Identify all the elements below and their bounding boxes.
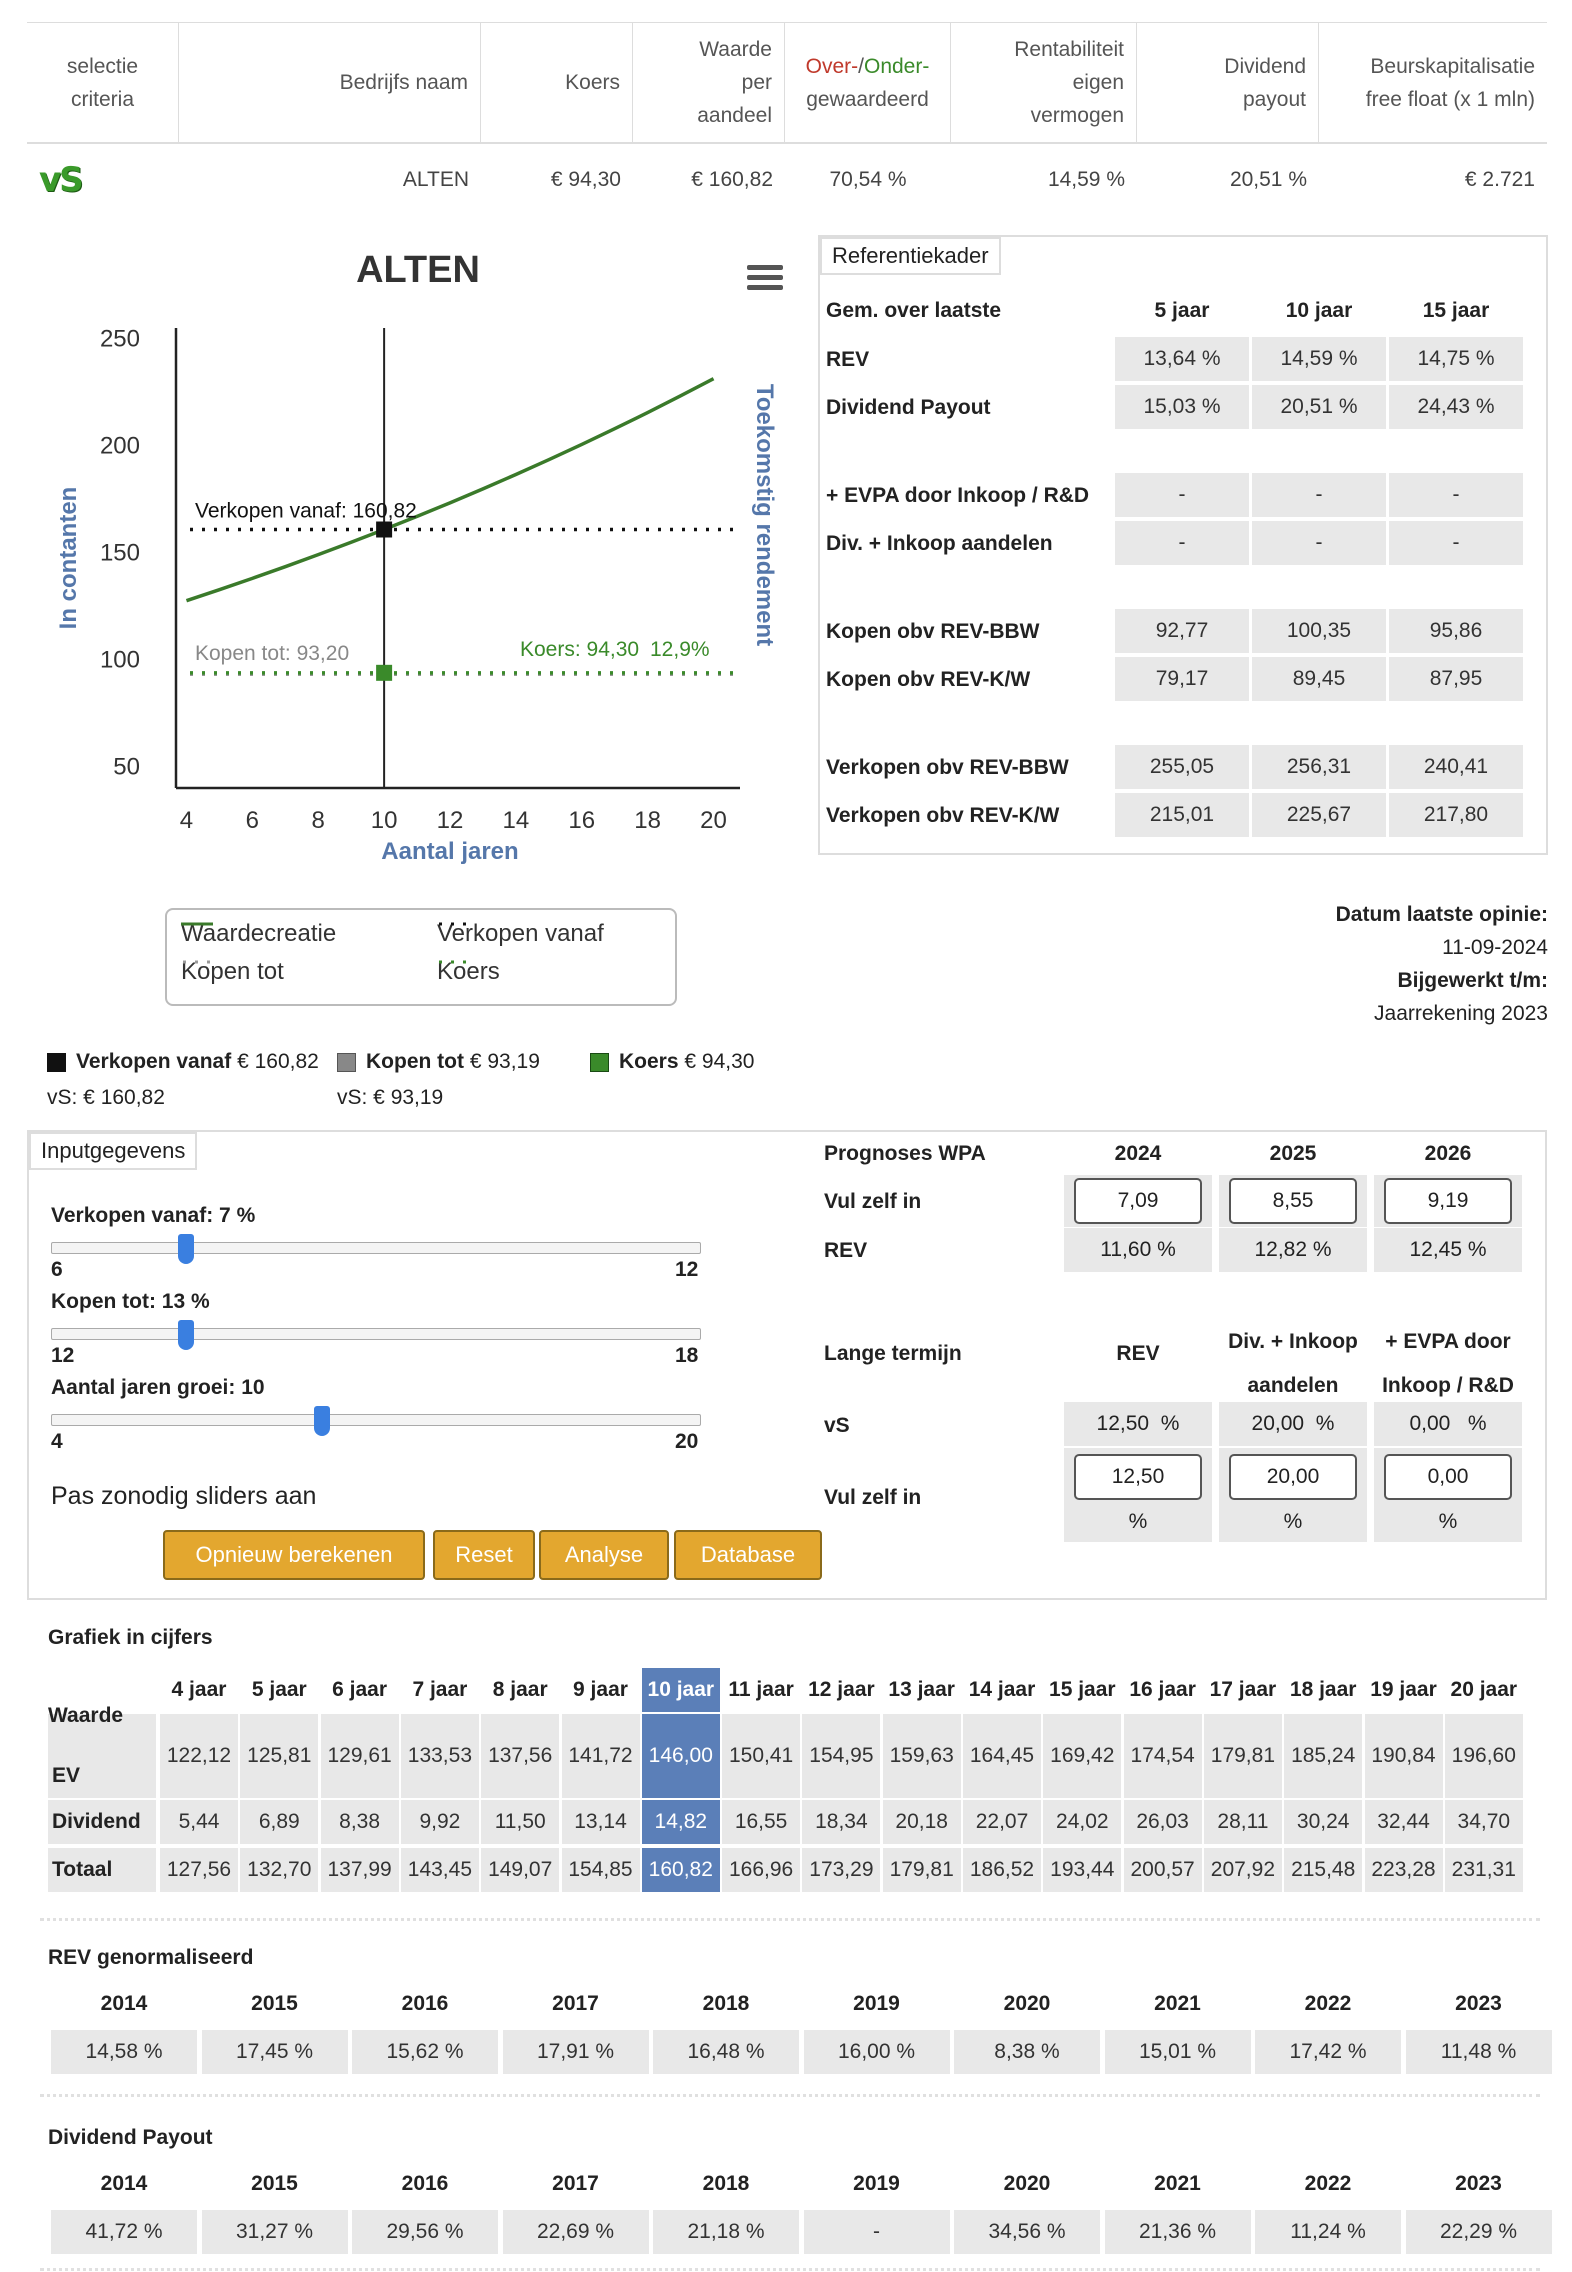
ref-col-15jaar: 15 jaar	[1422, 299, 1490, 322]
marker-verkopen: Verkopen vanaf € 160,82	[47, 1050, 319, 1074]
header-over-onder: Over-/Onder- gewaardeerd	[785, 23, 951, 142]
gic-waarde-cell: 190,84	[1365, 1714, 1443, 1798]
gic-waarde-cell: 169,42	[1043, 1714, 1121, 1798]
prognoses-label: Prognoses WPA	[824, 1142, 986, 1165]
gic-waarde-cell: 129,61	[321, 1714, 399, 1798]
lt-rev-input[interactable]: 12,50	[1074, 1454, 1202, 1500]
y-tick-label: 150	[99, 539, 140, 567]
gic-dividend-cell: 24,02	[1043, 1800, 1121, 1844]
rev_norm-value-cell: 16,48 %	[653, 2030, 799, 2074]
ref-row-label: + EVPA door Inkoop / R&D	[826, 484, 1090, 507]
rev-2026: 12,45 %	[1374, 1228, 1522, 1272]
gic-year-header: 13 jaar	[888, 1678, 955, 1701]
lt-div-cell: %	[1219, 1448, 1367, 1542]
ref-col-10jaar: 10 jaar	[1285, 299, 1353, 322]
slider-jaren-min: 4	[51, 1430, 63, 1453]
gic-waarde-label-ev: EV	[52, 1764, 81, 1787]
vs-div: 20,00 %	[1219, 1402, 1367, 1446]
ref-row-cell: 256,31	[1252, 745, 1386, 789]
gic-totaal-cell: 149,07	[481, 1848, 559, 1892]
vul-zelf-in-2-label: Vul zelf in	[824, 1486, 922, 1509]
gic-waarde-cell: 150,41	[722, 1714, 800, 1798]
gic-totaal-cell: 207,92	[1204, 1848, 1282, 1892]
vs-logo: vS	[39, 160, 82, 200]
vs-evpa: 0,00 %	[1374, 1402, 1522, 1446]
div_payout-value-cell: 31,27 %	[202, 2210, 348, 2254]
x-tick-label: 18	[634, 807, 661, 834]
rev_norm-year-header: 2015	[251, 1992, 298, 2015]
div_payout-year-header: 2016	[401, 2172, 449, 2195]
slider-hint: Pas zonodig sliders aan	[51, 1482, 317, 1510]
slider-jaren-max: 20	[675, 1430, 699, 1453]
summary-table	[27, 22, 1547, 216]
ref-row-cell: 215,01	[1115, 793, 1249, 837]
ref-row-cell: 255,05	[1115, 745, 1249, 789]
company-name[interactable]: ALTEN	[402, 168, 469, 191]
gic-totaal-cell: 215,48	[1284, 1848, 1362, 1892]
chart-title: ALTEN	[356, 249, 480, 291]
gic-waarde-cell: 125,81	[240, 1714, 318, 1798]
waardecreatie-line	[186, 379, 713, 601]
rentabiliteit-value: 14,59 %	[1047, 168, 1125, 191]
legend-koers[interactable]: Koers	[437, 958, 500, 985]
y-axis-right-label: Toekomstig rendement	[751, 383, 778, 647]
div_payout-year-header: 2017	[552, 2172, 599, 2195]
marker-kopen: Kopen tot € 93,19	[337, 1050, 540, 1074]
gic-dividend-cell: 28,11	[1204, 1800, 1282, 1844]
slider-kopen-track[interactable]	[51, 1328, 701, 1340]
hamburger-menu-icon[interactable]	[747, 265, 783, 293]
slider-kopen-handle[interactable]	[178, 1320, 194, 1350]
gic-year-header: 6 jaar	[332, 1678, 388, 1701]
div_payout-year-header: 2014	[100, 2172, 148, 2195]
ref-row-cell: 15,03 %	[1115, 385, 1249, 429]
rev_norm-year-header: 2021	[1154, 1992, 1201, 2015]
gic-dividend-cell: 32,44	[1365, 1800, 1443, 1844]
wpa-2025-input[interactable]: 8,55	[1229, 1178, 1357, 1224]
ref-row-cell: 13,64 %	[1115, 337, 1249, 381]
div_payout-value-cell: 34,56 %	[954, 2210, 1100, 2254]
slider-verkopen-label: Verkopen vanaf: 7 %	[51, 1204, 256, 1227]
referentiekader-title: Referentiekader	[820, 237, 1001, 275]
ref-row-cell: 240,41	[1389, 745, 1523, 789]
wpa-2026-input[interactable]: 9,19	[1384, 1178, 1512, 1224]
recalculate-button[interactable]: Opnieuw berekenen	[163, 1530, 425, 1580]
koers-point	[376, 665, 392, 681]
ref-row-cell: -	[1389, 473, 1523, 517]
verkopen-point	[376, 522, 392, 538]
gic-dividend-cell: 20,18	[883, 1800, 961, 1844]
ref-col-5jaar: 5 jaar	[1154, 299, 1210, 322]
bijgewerkt-value: Jaarrekening 2023	[1374, 1002, 1548, 1025]
rev_norm-year-header: 2022	[1304, 1992, 1352, 2015]
x-tick-label: 16	[568, 807, 596, 834]
rev_norm-value-cell: 17,45 %	[202, 2030, 348, 2074]
lt-rev-cell: %	[1064, 1448, 1212, 1542]
year-2025-header: 2025	[1269, 1142, 1317, 1165]
gic-totaal-cell: 160,82	[642, 1848, 720, 1892]
value-chart	[27, 233, 809, 1033]
rev-2024: 11,60 %	[1064, 1228, 1212, 1272]
slider-kopen-label: Kopen tot: 13 %	[51, 1290, 210, 1313]
chart-legend	[165, 908, 677, 1006]
gic-dividend-cell: 11,50	[481, 1800, 559, 1844]
div_payout-year-header: 2019	[853, 2172, 900, 2195]
gic-year-header: 12 jaar	[808, 1678, 875, 1701]
ref-row-cell: 14,59 %	[1252, 337, 1386, 381]
year-2024-header: 2024	[1114, 1142, 1162, 1165]
vul-zelf-in-label: Vul zelf in	[824, 1190, 922, 1213]
ref-row-label: Div. + Inkoop aandelen	[826, 532, 1053, 555]
rev-2025: 12,82 %	[1219, 1228, 1367, 1272]
gic-totaal-cell: 132,70	[240, 1848, 318, 1892]
gic-year-header: 14 jaar	[968, 1678, 1036, 1701]
gic-year-header: 15 jaar	[1049, 1678, 1116, 1701]
gic-waarde-label: Waarde	[48, 1704, 124, 1727]
marker-kopen-vs: vS: € 93,19	[337, 1086, 444, 1109]
rev_norm-value-cell: 17,42 %	[1255, 2030, 1401, 2074]
gic-dividend-cell: 18,34	[802, 1800, 880, 1844]
gic-dividend-cell: 14,82	[642, 1800, 720, 1844]
rev_norm-value-cell: 11,48 %	[1406, 2030, 1552, 2074]
x-tick-label: 6	[245, 807, 260, 834]
gic-year-header: 5 jaar	[251, 1678, 307, 1701]
div_payout-value-cell: 11,24 %	[1255, 2210, 1401, 2254]
gic-year-header: 4 jaar	[171, 1678, 227, 1701]
ref-row-cell: -	[1389, 521, 1523, 565]
header-company-name: Bedrijfs naam	[179, 23, 481, 142]
div_payout-value-cell: 41,72 %	[51, 2210, 197, 2254]
rev_norm-value-cell: 15,01 %	[1105, 2030, 1251, 2074]
ref-row-cell: 95,86	[1389, 609, 1523, 653]
datum-value: 11-09-2024	[1442, 936, 1548, 959]
div_payout-value-cell: -	[804, 2210, 950, 2254]
slider-verkopen-max: 12	[675, 1258, 699, 1281]
dotted-swatch-icon	[437, 920, 469, 928]
gic-totaal-cell: 166,96	[722, 1848, 800, 1892]
rev_norm-year-header: 2014	[100, 1992, 148, 2015]
gic-dividend-cell: 9,92	[401, 1800, 479, 1844]
gic-dividend-cell: 30,24	[1284, 1800, 1362, 1844]
ref-row-cell: -	[1252, 473, 1386, 517]
rev_norm-year-header: 2020	[1003, 1992, 1051, 2015]
gic-year-header: 10 jaar	[642, 1668, 720, 1712]
ref-row-cell: 217,80	[1389, 793, 1523, 837]
annotation-rendement: 12,9%	[650, 637, 710, 661]
gic-waarde-cell: 122,12	[160, 1714, 238, 1798]
gic-totaal-label: Totaal	[52, 1858, 113, 1881]
gic-waarde-cell: 154,95	[802, 1714, 880, 1798]
ref-col-label: Gem. over laatste	[826, 299, 1002, 322]
gic-waarde-cell: 133,53	[401, 1714, 479, 1798]
gic-totaal-cell: 173,29	[802, 1848, 880, 1892]
datum-block	[1336, 898, 1548, 1030]
lange-termijn-label: Lange termijn	[824, 1342, 962, 1365]
divider	[40, 2094, 1540, 2097]
reset-button[interactable]: Reset	[433, 1530, 535, 1580]
lt-evpa-header: + EVPA door Inkoop / R&D	[1382, 1330, 1514, 1397]
rev-label: REV	[824, 1239, 868, 1262]
x-tick-label: 20	[700, 807, 727, 834]
gic-totaal-cell: 193,44	[1043, 1848, 1121, 1892]
rev_norm-value-cell: 14,58 %	[51, 2030, 197, 2074]
gic-totaal-cell: 179,81	[883, 1848, 961, 1892]
gic-dividend-cell: 5,44	[160, 1800, 238, 1844]
ref-row-cell: 79,17	[1115, 657, 1249, 701]
referentiekader-panel	[818, 235, 1548, 855]
grey-square-icon	[337, 1053, 356, 1072]
slider-verkopen-min: 6	[51, 1258, 63, 1281]
gic-totaal-cell: 143,45	[401, 1848, 479, 1892]
x-tick-label: 14	[502, 807, 530, 834]
x-tick-label: 12	[436, 807, 464, 834]
ref-row-cell: -	[1115, 521, 1249, 565]
header-rentabiliteit: Rentabiliteit eigen vermogen	[951, 23, 1137, 142]
line-swatch-icon	[181, 920, 213, 928]
database-button[interactable]: Database	[674, 1530, 822, 1580]
marker-koers: Koers € 94,30	[590, 1050, 754, 1074]
ref-row-cell: 100,35	[1252, 609, 1386, 653]
summary-row[interactable]	[27, 144, 1547, 216]
gic-waarde-cell: 141,72	[562, 1714, 640, 1798]
lt-div-header: Div. + Inkoop aandelen	[1228, 1330, 1358, 1397]
div_payout-value-cell: 21,18 %	[653, 2210, 799, 2254]
header-dividend-payout: Dividend payout	[1137, 23, 1319, 142]
ref-row-cell: -	[1252, 521, 1386, 565]
ref-row-cell: -	[1115, 473, 1249, 517]
gic-dividend-cell: 8,38	[321, 1800, 399, 1844]
gic-totaal-cell: 231,31	[1445, 1848, 1523, 1892]
gic-dividend-cell: 26,03	[1124, 1800, 1202, 1844]
x-tick-label: 4	[179, 807, 194, 834]
annotation-koers: Koers: 94,30	[520, 637, 640, 661]
dividend-value: 20,51 %	[1229, 168, 1307, 191]
div_payout-value-cell: 22,29 %	[1406, 2210, 1552, 2254]
legend-verkopen[interactable]: Verkopen vanaf	[437, 920, 604, 947]
gic-year-header: 18 jaar	[1289, 1678, 1357, 1701]
datum-label: Datum laatste opinie:	[1335, 903, 1548, 926]
dotted-swatch-icon	[437, 958, 469, 966]
vs-rev: 12,50 %	[1064, 1402, 1212, 1446]
wpa-2024-input[interactable]: 7,09	[1074, 1178, 1202, 1224]
ref-row-cell: 225,67	[1252, 793, 1386, 837]
ref-row-label: Verkopen obv REV-K/W	[826, 804, 1060, 827]
rev_norm-year-header: 2017	[552, 1992, 599, 2015]
gic-totaal-cell: 200,57	[1124, 1848, 1202, 1892]
lt-evpa-input[interactable]: 0,00	[1384, 1454, 1512, 1500]
koers-value: € 94,30	[550, 168, 621, 191]
div_payout-value-cell: 21,36 %	[1105, 2210, 1251, 2254]
x-tick-label: 8	[311, 807, 325, 834]
rev_norm-value-cell: 8,38 %	[954, 2030, 1100, 2074]
y-tick-label: 200	[99, 432, 140, 460]
gic-year-header: 7 jaar	[412, 1678, 468, 1701]
gic-year-header: 11 jaar	[728, 1678, 794, 1701]
div_payout-year-header: 2015	[251, 2172, 298, 2195]
marker-verkopen-vs: vS: € 160,82	[47, 1086, 165, 1109]
ref-row-cell: 14,75 %	[1389, 337, 1523, 381]
gic-dividend-cell: 13,14	[562, 1800, 640, 1844]
rev_norm-year-header: 2018	[702, 1992, 750, 2015]
gic-year-header: 8 jaar	[492, 1678, 548, 1701]
rev_norm-year-header: 2016	[401, 1992, 449, 2015]
ref-row-cell: 89,45	[1252, 657, 1386, 701]
gic-totaal-cell: 186,52	[963, 1848, 1041, 1892]
ref-row-label: Kopen obv REV-K/W	[826, 668, 1031, 691]
gic-waarde-cell: 146,00	[642, 1714, 720, 1798]
slider-verkopen-track[interactable]	[51, 1242, 701, 1254]
inputgegevens-title: Inputgegevens	[29, 1132, 197, 1170]
beurs-value: € 2.721	[1464, 168, 1535, 191]
analyse-button[interactable]: Analyse	[539, 1530, 669, 1580]
inputgegevens-panel	[27, 1130, 1547, 1600]
gic-totaal-cell: 127,56	[160, 1848, 238, 1892]
black-square-icon	[47, 1053, 66, 1072]
slider-verkopen-handle[interactable]	[178, 1234, 194, 1264]
gic-dividend-cell: 6,89	[240, 1800, 318, 1844]
gic-dividend-cell: 22,07	[963, 1800, 1041, 1844]
slider-kopen-max: 18	[675, 1344, 699, 1367]
rev-genormaliseerd-title: REV genormaliseerd	[48, 1946, 254, 1969]
gic-totaal-cell: 137,99	[321, 1848, 399, 1892]
ref-row-label: Dividend Payout	[826, 396, 991, 419]
gic-waarde-cell: 174,54	[1124, 1714, 1202, 1798]
gic-waarde-cell: 137,56	[481, 1714, 559, 1798]
gic-waarde-cell: 159,63	[883, 1714, 961, 1798]
x-axis-label: Aantal jaren	[381, 838, 519, 865]
div_payout-year-header: 2021	[1154, 2172, 1201, 2195]
slider-kopen-min: 12	[51, 1344, 75, 1367]
gic-year-header: 20 jaar	[1450, 1678, 1518, 1701]
legend-kopen[interactable]: Kopen tot	[181, 958, 284, 985]
gic-dividend-cell: 34,70	[1445, 1800, 1523, 1844]
ref-row-cell: 87,95	[1389, 657, 1523, 701]
gic-year-header: 16 jaar	[1129, 1678, 1196, 1701]
header-beurskapitalisatie: Beurskapitalisatie free float (x 1 mln)	[1365, 54, 1535, 111]
gic-dividend-cell: 16,55	[722, 1800, 800, 1844]
ref-row-cell: 24,43 %	[1389, 385, 1523, 429]
header-koers: Koers	[481, 23, 633, 142]
rev_norm-year-header: 2019	[853, 1992, 900, 2015]
annotation-verkopen: Verkopen vanaf: 160,82	[195, 499, 417, 523]
green-square-icon	[590, 1053, 609, 1072]
slider-jaren-track[interactable]	[51, 1414, 701, 1426]
gic-year-header: 9 jaar	[573, 1678, 628, 1701]
slider-jaren-handle[interactable]	[314, 1406, 330, 1436]
year-2026-header: 2026	[1424, 1142, 1472, 1165]
div_payout-year-header: 2018	[702, 2172, 750, 2195]
dotted-swatch-icon	[181, 958, 213, 966]
ref-row-cell: 92,77	[1115, 609, 1249, 653]
gic-waarde-cell: 185,24	[1284, 1714, 1362, 1798]
divider	[40, 1918, 1540, 1921]
rev_norm-value-cell: 16,00 %	[804, 2030, 950, 2074]
div_payout-value-cell: 22,69 %	[503, 2210, 649, 2254]
header-criteria: selectie criteria	[27, 23, 179, 142]
divider	[40, 2268, 1540, 2271]
gic-waarde-cell: 164,45	[963, 1714, 1041, 1798]
gic-dividend-label: Dividend	[52, 1810, 141, 1833]
legend-waardecreatie[interactable]: Waardecreatie	[181, 920, 337, 947]
ref-row-label: Verkopen obv REV-BBW	[826, 756, 1069, 779]
over-onder-value: 70,54 %	[829, 168, 907, 191]
gic-waarde-cell: 196,60	[1445, 1714, 1523, 1798]
annotation-kopen: Kopen tot: 93,20	[195, 642, 350, 666]
lt-evpa-cell: %	[1374, 1448, 1522, 1542]
grafiek-in-cijfers-title: Grafiek in cijfers	[48, 1626, 213, 1649]
lt-rev-header: REV	[1116, 1342, 1160, 1365]
waarde-value: € 160,82	[691, 168, 773, 191]
ref-row-cell: 20,51 %	[1252, 385, 1386, 429]
dividend-payout-title: Dividend Payout	[48, 2126, 213, 2149]
ref-row-label: Kopen obv REV-BBW	[826, 620, 1040, 643]
gic-totaal-cell: 154,85	[562, 1848, 640, 1892]
rev_norm-value-cell: 15,62 %	[352, 2030, 498, 2074]
vs-label: vS	[824, 1414, 850, 1437]
rev_norm-year-header: 2023	[1455, 1992, 1502, 2015]
lt-div-input[interactable]: 20,00	[1229, 1454, 1357, 1500]
div_payout-value-cell: 29,56 %	[352, 2210, 498, 2254]
y-axis-label: In contanten	[55, 486, 82, 630]
gic-year-header: 17 jaar	[1209, 1678, 1277, 1701]
div_payout-year-header: 2020	[1003, 2172, 1051, 2195]
y-tick-label: 250	[99, 325, 140, 353]
bijgewerkt-label: Bijgewerkt t/m:	[1397, 969, 1548, 992]
ref-row-label: REV	[826, 348, 870, 371]
summary-header	[27, 22, 1547, 144]
slider-jaren-label: Aantal jaren groei: 10	[51, 1376, 265, 1399]
rev_norm-value-cell: 17,91 %	[503, 2030, 649, 2074]
x-tick-label: 10	[370, 807, 398, 834]
div_payout-year-header: 2022	[1304, 2172, 1352, 2195]
gic-waarde-cell: 179,81	[1204, 1714, 1282, 1798]
gic-year-header: 19 jaar	[1370, 1678, 1437, 1701]
y-tick-label: 100	[99, 646, 140, 674]
div_payout-year-header: 2023	[1455, 2172, 1502, 2195]
header-waarde: Waarde per aandeel	[633, 23, 785, 142]
y-tick-label: 50	[113, 753, 140, 781]
gic-totaal-cell: 223,28	[1365, 1848, 1443, 1892]
